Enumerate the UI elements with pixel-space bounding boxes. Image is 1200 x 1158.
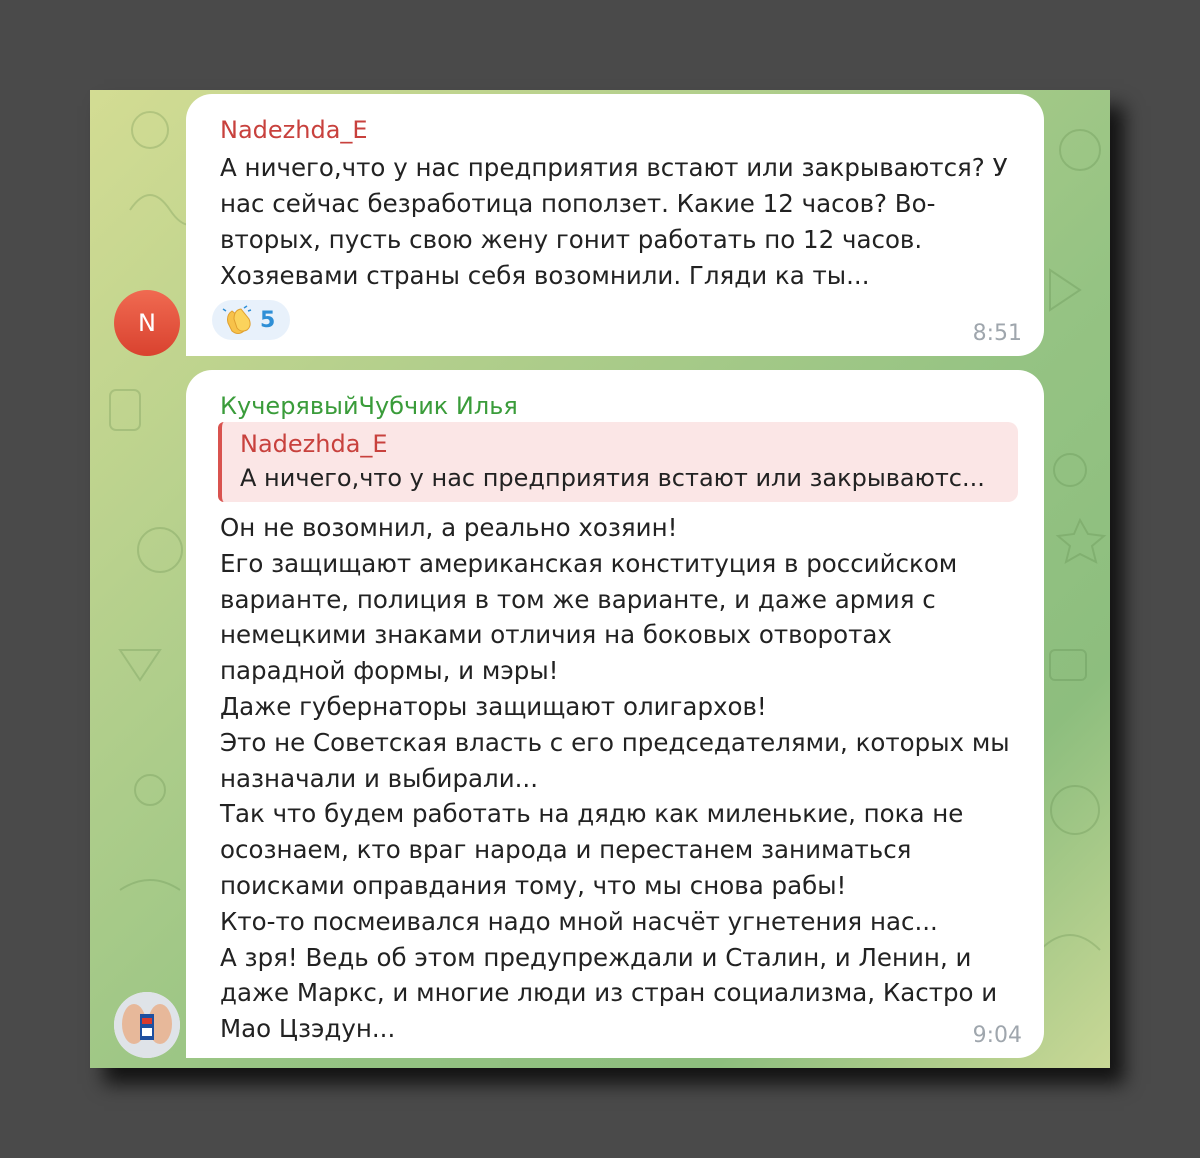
message-time: 8:51 bbox=[972, 321, 1022, 346]
reply-text: А ничего,что у нас предприятия встают или закрываютс... bbox=[240, 464, 985, 492]
chat-window bbox=[90, 90, 1110, 1068]
avatar-photo-icon bbox=[114, 992, 180, 1058]
reaction-count: 5 bbox=[260, 307, 276, 333]
reaction-button[interactable] bbox=[212, 300, 290, 340]
message-bubble[interactable] bbox=[186, 370, 1044, 1058]
message-text: А ничего,что у нас предприятия встают или закрываются? У нас сейчас безработица поползет. Какие 12 часов? Во- вторых, пусть свою жену гонит работать по 12 часов. Хозяевами страны себя возомнили. Гляди ка ты... bbox=[220, 153, 1008, 290]
message-text: Он не возомнил, а реально хозяин! Его защищают американская конституция в российском варианте, полиция в том же варианте, и даже армия с немецкими знаками отличия на боковых отворотах парадной формы, и мэры! Даже губернаторы защищают олигархов! Это не Советская власть с его председателями, которых мы назначали и выбирали... Так что будем работать на дядю как миленькие, пока не осознаем, кто враг народа и перестанем заниматься поисками оправдания тому, что мы снова рабы! Кто-то посмеивался надо мной насчёт угнетения нас... А зря! Ведь об этом предупреждали и Сталин, и Ленин, и даже Маркс, и многие люди из стран социализма, Кастро и Мао Цзэдун... bbox=[220, 513, 1010, 1044]
sender-name[interactable]: КучерявыйЧубчик Илья bbox=[220, 392, 518, 420]
avatar-letter: N bbox=[138, 309, 156, 337]
clapping-hands-icon bbox=[222, 305, 254, 335]
message-time: 9:04 bbox=[972, 1023, 1022, 1048]
avatar[interactable] bbox=[114, 290, 180, 356]
reply-sender: Nadezhda_E bbox=[240, 430, 388, 458]
reply-quote[interactable] bbox=[218, 422, 1018, 502]
sender-name[interactable]: Nadezhda_E bbox=[220, 116, 368, 144]
message-bubble[interactable] bbox=[186, 94, 1044, 356]
avatar[interactable] bbox=[114, 992, 180, 1058]
